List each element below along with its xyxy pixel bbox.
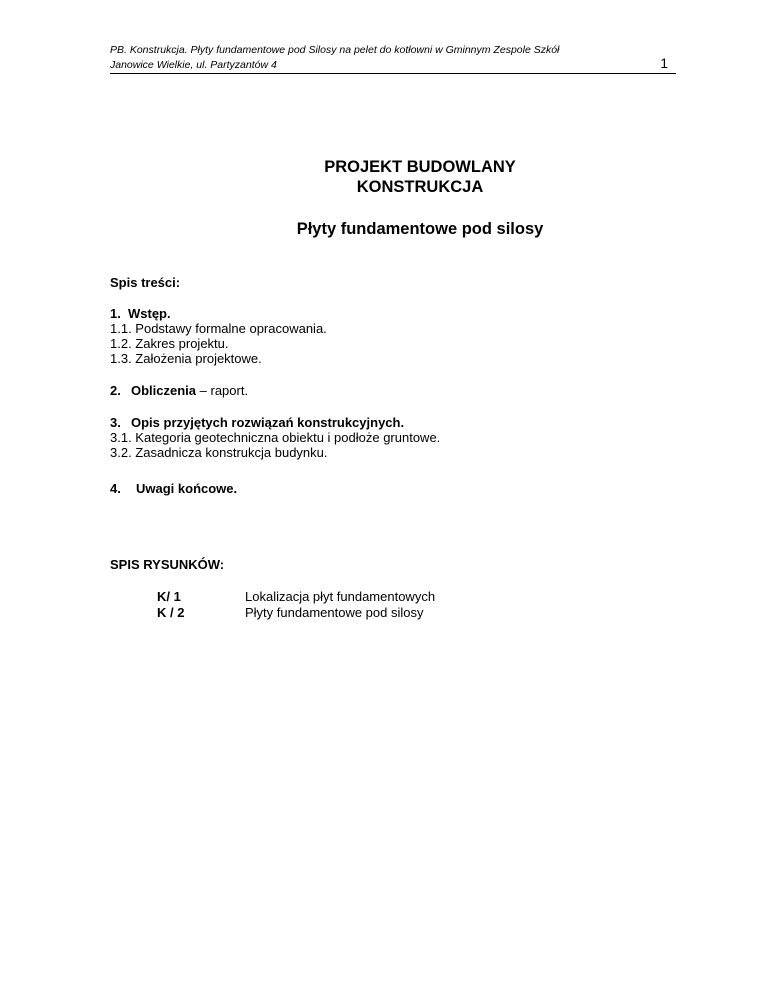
- title-line-1: PROJEKT BUDOWLANY: [324, 158, 516, 176]
- toc-section-2: [110, 383, 248, 399]
- drawing-code: K/ 1: [157, 589, 181, 604]
- toc-section-3: [110, 415, 404, 431]
- toc-section-4: [110, 481, 237, 497]
- toc-item: 3.2. Zasadnicza konstrukcja budynku.: [110, 445, 328, 460]
- drawing-description: Lokalizacja płyt fundamentowych: [245, 589, 436, 604]
- drawing-code: K / 2: [157, 605, 185, 620]
- toc-section-title: Obliczenia: [131, 383, 197, 398]
- toc-section-number: 4.: [110, 481, 121, 496]
- header-project-line: PB. Konstrukcja. Płyty fundamentowe pod Silosy na pelet do kotłowni w Gminnym Zespole Szkół: [110, 44, 560, 56]
- toc-item: 1.2. Zakres projektu.: [110, 336, 229, 351]
- document-subtitle: Płyty fundamentowe pod silosy: [296, 220, 544, 238]
- drawing-item: [157, 589, 435, 605]
- title-line-2: KONSTRUKCJA: [356, 178, 484, 196]
- toc-heading: Spis treści:: [110, 275, 181, 290]
- toc-section-suffix: – raport.: [196, 383, 249, 398]
- document-title: [110, 157, 730, 197]
- toc-section-title: Opis przyjętych rozwiązań konstrukcyjnych.: [131, 415, 405, 430]
- header-address-line: Janowice Wielkie, ul. Partyzantów 4: [110, 59, 277, 71]
- drawings-heading: SPIS RYSUNKÓW:: [110, 557, 225, 572]
- page-header: [110, 41, 676, 74]
- toc-item: 1.1. Podstawy formalne opracowania.: [110, 321, 327, 336]
- drawing-description: Płyty fundamentowe pod silosy: [245, 605, 424, 620]
- toc-section-number: 3.: [110, 415, 121, 430]
- toc-section-number: 2.: [110, 383, 121, 398]
- toc-section-number: 1.: [110, 306, 121, 321]
- toc-section-1: [110, 306, 171, 322]
- toc-item: 3.1. Kategoria geotechniczna obiektu i podłoże gruntowe.: [110, 430, 441, 445]
- drawing-item: [157, 605, 423, 621]
- toc-section-title: Uwagi końcowe.: [136, 481, 238, 496]
- toc-item: 1.3. Założenia projektowe.: [110, 351, 262, 366]
- toc-section-title: Wstęp.: [128, 306, 171, 321]
- page-number: 1: [660, 55, 668, 71]
